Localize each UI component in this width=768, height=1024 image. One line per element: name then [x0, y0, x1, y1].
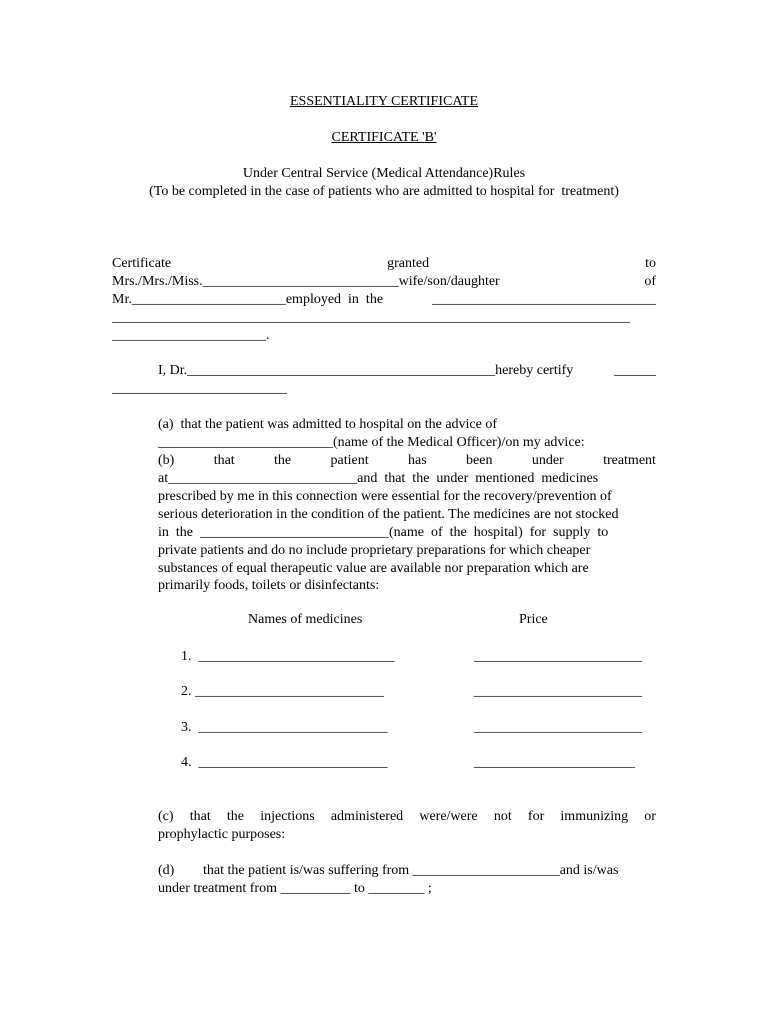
grant-line-1 — [112, 255, 656, 273]
clause-b-word: (b) — [158, 453, 175, 468]
medicine-row-price: ________________________ — [474, 649, 642, 664]
price-column-header: Price — [519, 612, 548, 627]
clause-d-line-1: that the patient is/was suffering from _____________________and is/was — [203, 863, 619, 878]
clause-c-word: (c) — [158, 809, 174, 824]
employee-name-field: Mr.______________________employed in the — [112, 292, 384, 307]
word-certificate: Certificate — [112, 256, 172, 271]
grant-line-3 — [112, 291, 656, 309]
clause-c-word: were/were — [419, 809, 478, 824]
clause-b-line-2: at___________________________and that the under mentioned medicines — [158, 471, 599, 486]
certify-line-2: _________________________ — [112, 381, 287, 396]
clause-c-word: injections — [260, 809, 315, 824]
clause-c-word: not — [493, 809, 512, 824]
word-to: to — [645, 256, 656, 271]
clause-b-line-8: primarily foods, toilets or disinfectants: — [158, 578, 380, 593]
certificate-title: ESSENTIALITY CERTIFICATE — [289, 94, 478, 109]
clause-c-word: administered — [330, 809, 404, 824]
doctor-name-field: I, Dr.____________________________________________hereby certify — [158, 363, 574, 378]
certify-line-1 — [158, 362, 656, 380]
clause-b-word: treatment — [603, 453, 656, 468]
medicine-row-name: 4. ___________________________ — [181, 755, 388, 770]
medicine-row-name: 1. ____________________________ — [181, 649, 395, 664]
completion-note: (To be completed in the case of patients who are admitted to hospital for treatment) — [149, 184, 619, 199]
clause-c-word: or — [644, 809, 656, 824]
medicine-row-price: ________________________ — [474, 684, 642, 699]
clause-d-label: (d) — [158, 863, 175, 878]
medicine-row-price: _______________________ — [474, 755, 635, 770]
clause-c-word: the — [226, 809, 245, 824]
clause-b-word: has — [407, 453, 427, 468]
rules-heading: Under Central Service (Medical Attendance)Rules — [242, 166, 526, 181]
certify-blank: ______ — [614, 363, 656, 378]
grant-line-2 — [112, 273, 656, 291]
clause-b-line-4: serious deterioration in the condition of the patient. The medicines are not stocked — [158, 507, 619, 522]
clause-b-line-6: private patients and do no include proprietary preparations for which cheaper — [158, 543, 591, 558]
clause-c-word: for — [527, 809, 545, 824]
clause-a-line-2: _________________________(name of the Medical Officer)/on my advice: — [158, 435, 585, 450]
clause-b-line-3: prescribed by me in this connection were essential for the recovery/prevention of — [158, 489, 612, 504]
medicine-row-name: 2. ___________________________ — [181, 684, 384, 699]
grant-line-5: ______________________. — [112, 328, 270, 343]
clause-b-word: that — [213, 453, 235, 468]
medicines-column-header: Names of medicines — [248, 612, 363, 627]
clause-a-line-1: (a) that the patient was admitted to hospital on the advice of — [158, 417, 498, 432]
clause-b-line-5: in the ___________________________(name of the hospital) for supply to — [158, 525, 609, 540]
patient-name-field: Mrs./Mrs./Miss.____________________________wife/son/daughter — [112, 274, 500, 289]
employer-field: ________________________________ — [432, 292, 656, 307]
word-of: of — [644, 274, 656, 289]
clause-d-line-2: under treatment from __________ to ________ ; — [158, 881, 432, 896]
clause-b-word: patient — [330, 453, 369, 468]
clause-c-line-2: prophylactic purposes: — [158, 827, 286, 842]
clause-b-line-1 — [158, 452, 656, 470]
medicine-row-price: ________________________ — [474, 720, 642, 735]
word-granted: granted — [387, 256, 430, 271]
clause-c-word: that — [189, 809, 211, 824]
clause-b-line-7: substances of equal therapeutic value are available nor preparation which are — [158, 561, 589, 576]
clause-c-line-1 — [158, 808, 656, 826]
clause-b-word: the — [274, 453, 292, 468]
clause-b-word: under — [531, 453, 564, 468]
clause-b-word: been — [466, 453, 493, 468]
grant-line-4: __________________________________________________________________________ — [112, 310, 630, 325]
clause-c-word: immunizing — [560, 809, 629, 824]
medicine-row-name: 3. ___________________________ — [181, 720, 388, 735]
certificate-subtitle: CERTIFICATE 'B' — [331, 130, 437, 145]
